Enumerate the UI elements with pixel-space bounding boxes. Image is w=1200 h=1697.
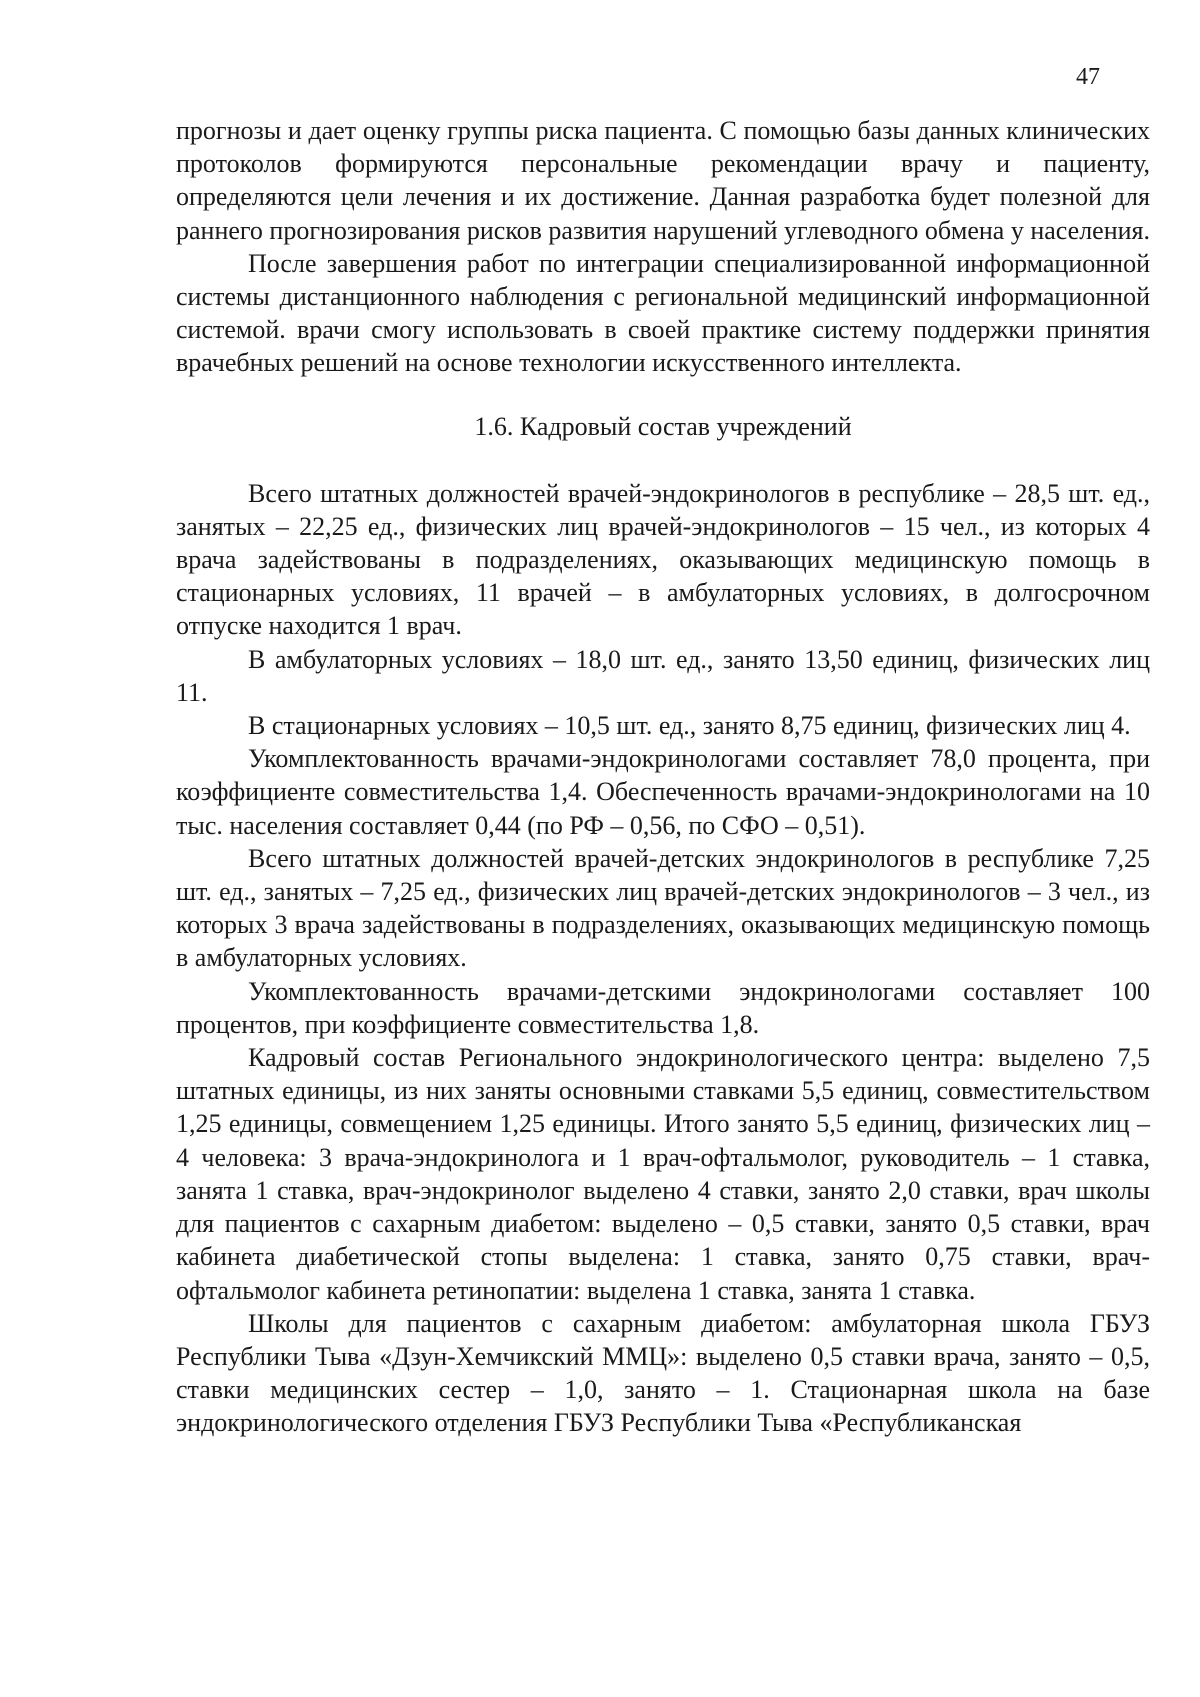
page-content <box>176 114 1150 1440</box>
paragraph: В амбулаторных условиях – 18,0 шт. ед., занято 13,50 единиц, физических лиц 11. <box>176 644 1150 707</box>
section-heading: 1.6. Кадровый состав учреждений <box>474 411 852 441</box>
paragraph: Всего штатных должностей врачей-детских эндокринологов в республике 7,25 шт. ед., занятых – 7,25 ед., физических лиц врачей-детских эндокринологов – 3 чел., из которых 3 врача задействованы в подразделениях, оказывающих медицинскую помощь в амбулаторных условиях. <box>176 843 1150 973</box>
paragraph: Кадровый состав Регионального эндокринологического центра: выделено 7,5 штатных единицы, из них заняты основными ставками 5,5 единиц, совместительством 1,25 единицы, совмещением 1,25 единицы. Итого занято 5,5 единиц, физических лиц – 4 человека: 3 врача-эндокринолога и 1 врач-офтальмолог, руководитель – 1 ставка, занята 1 ставка, врач-эндокринолог выделено 4 ставки, занято 2,0 ставки, врач школы для пациентов с сахарным диабетом: выделено – 0,5 ставки, занято 0,5 ставки, врач кабинета диабетической стопы выделена: 1 ставка, занято 0,75 ставки, врач-офтальмолог кабинета ретинопатии: выделена 1 ставка, занята 1 ставка. <box>176 1043 1150 1305</box>
paragraph: Укомплектованность врачами-эндокринологами составляет 78,0 процента, при коэффициенте совместительства 1,4. Обеспеченность врачами-эндокринологами на 10 тыс. населения составляет 0,44 (по РФ – 0,56, по СФО – 0,51). <box>176 744 1150 840</box>
paragraph: Школы для пациентов с сахарным диабетом: амбулаторная школа ГБУЗ Республики Тыва «Дзун-Хемчикский ММЦ»: выделено 0,5 ставки врача, занято – 0,5, ставки медицинских сестер – 1,0, занято – 1. Стационарная школа на базе эндокринологического отделения ГБУЗ Республики Тыва «Республиканская <box>176 1308 1150 1438</box>
page-number: 47 <box>1076 64 1100 90</box>
paragraph: прогнозы и дает оценку группы риска пациента. С помощью базы данных клинических протоколов формируются персональные рекомендации врачу и пациенту, определяются цели лечения и их достижение. Данная разработка будет полезной для раннего прогнозирования рисков развития нарушений углеводного обмена у населения. <box>176 116 1150 245</box>
paragraph: После завершения работ по интеграции специализированной информационной системы дистанционного наблюдения с региональной медицинский информационной системой. врачи смогу использовать в своей практике систему поддержки принятия врачебных решений на основе технологии искусственного интеллекта. <box>176 248 1150 378</box>
paragraph: Укомплектованность врачами-детскими эндокринологами составляет 100 процентов, при коэффициенте совместительства 1,8. <box>176 976 1150 1039</box>
paragraph: Всего штатных должностей врачей-эндокринологов в республике – 28,5 шт. ед., занятых – 22,25 ед., физических лиц врачей-эндокринологов – 15 чел., из которых 4 врача задействованы в подразделениях, оказывающих медицинскую помощь в стационарных условиях, 11 врачей – в амбулаторных условиях, в долгосрочном отпуске находится 1 врач. <box>176 478 1150 641</box>
paragraph: В стационарных условиях – 10,5 шт. ед., занято 8,75 единиц, физических лиц 4. <box>248 711 1131 741</box>
